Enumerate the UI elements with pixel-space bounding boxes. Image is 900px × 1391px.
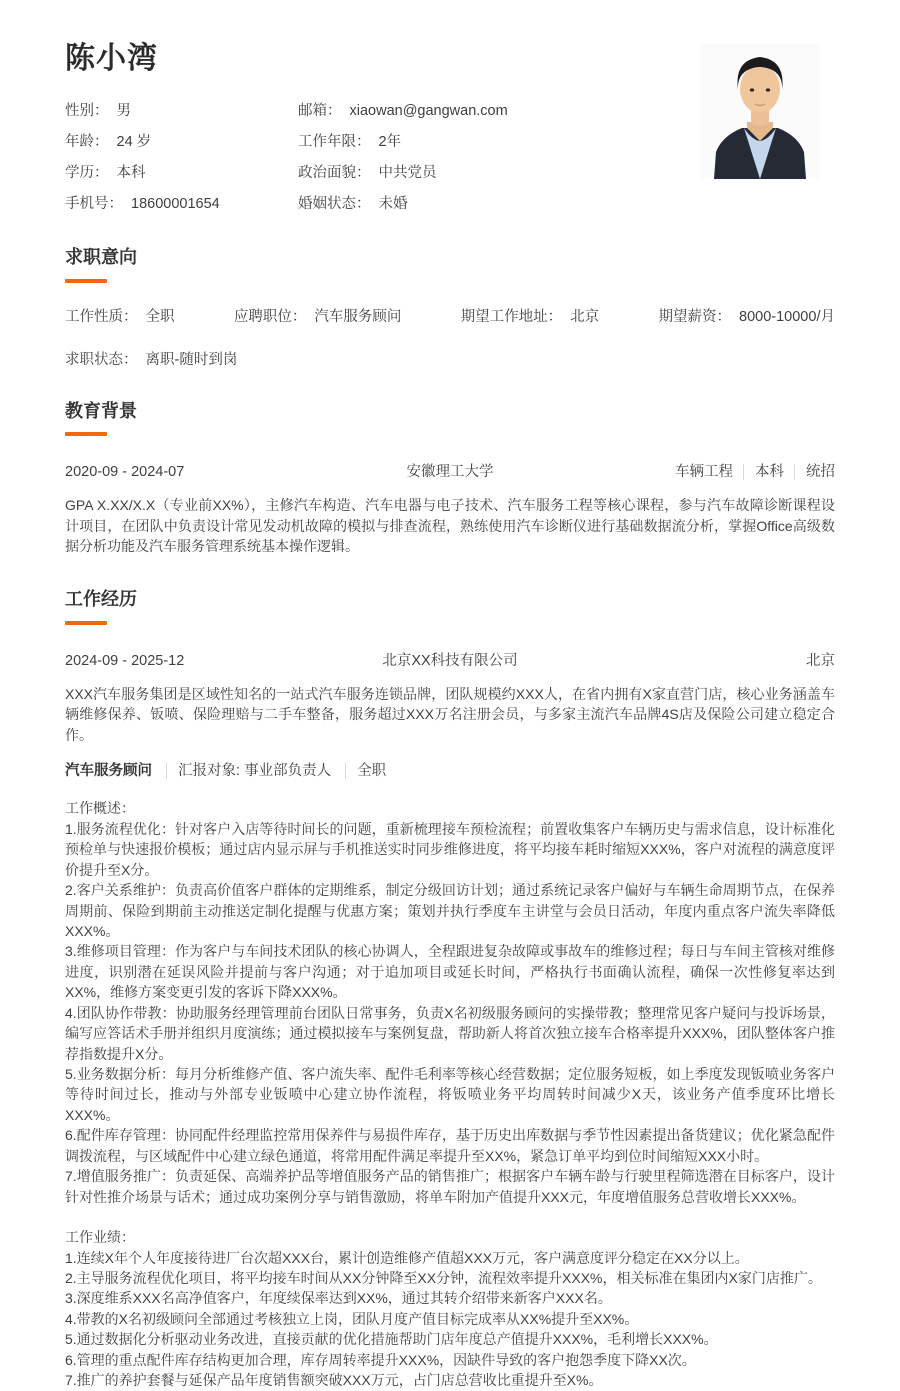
overview-item: 6.配件库存管理：协同配件经理监控常用保养件与易损件库存，基于历史出库数据与季节性因素提出备货建议；优化紧急配件调拨流程，与区域配件中心建立绿色通道，将常用配件满足率提升至XX%，紧急订单平均到位时间缩短XXX小时。 [65,1127,835,1164]
job-intention-row-1 [65,305,835,326]
company-intro: XXX汽车服务集团是区域性知名的一站式汽车服务连锁品牌，团队规模约XXX人，在省内拥有X家直营门店，核心业务涵盖车辆维修保养、钣喷、保险理赔与二手车整备，服务超过XXX万名注册会员，与多家主流汽车品牌4S店及保险公司建立稳定合作。 [65,685,835,743]
achievement-item: 1.连续X年个人年度接待进厂台次超XXX台，累计创造维修产值超XXX万元，客户满意度评分稳定在XX分以上。 [65,1249,749,1266]
personal-field-value: 18600001654 [131,196,220,213]
overview-item: 7.增值服务推广：负责延保、高端养护品等增值服务产品的销售推广；根据客户车辆车龄与行驶里程筛选潜在目标客户，设计针对性推介场景与话术；通过成功案例分享与销售激励，将单车附加产值提升XXX元，年度增值服务总营收增长XXX%。 [65,1168,835,1205]
intention-field-value: 离职-随时到岗 [145,351,238,368]
overview-item: 1.服务流程优化：针对客户入店等待时间长的问题，重新梳理接车预检流程；前置收集客户车辆历史与需求信息，设计标准化预检单与快速报价模板；通过店内显示屏与手机推送实时同步维修进度，将平均接车耗时缩短XXX%，客户对流程的满意度评价提升至X分。 [65,820,835,878]
achievement-item: 2.主导服务流程优化项目，将平均接车时间从XX分钟降至XX分钟，流程效率提升XXX%，相关标准在集团内X家门店推广。 [65,1269,822,1286]
intention-field-label: 求职状态： [65,351,138,368]
personal-field [298,101,700,122]
personal-field-label: 工作年限： [298,134,371,151]
education-period: 2020-09 - 2024-07 [65,464,185,481]
education-row [65,460,835,481]
achievement-item: 7.推广的养护套餐与延保产品年度销售额突破XXX万元，占门店总营收比重提升至X%。 [65,1372,603,1389]
personal-field-value: 未婚 [378,196,408,213]
personal-field [65,101,298,122]
personal-field-label: 婚姻状态： [298,196,371,213]
intention-field-value: 汽车服务顾问 [314,308,402,325]
header-left [65,40,700,215]
section-accent-bar [65,432,107,436]
intention-field [65,348,237,369]
personal-field-value: 本科 [116,165,146,182]
position-type: 全职 [345,763,386,779]
intention-field-label: 期望薪资： [658,308,732,325]
portrait-photo-graphic [700,44,820,179]
achievement-item: 5.通过数据化分析驱动业务改进，直接贡献的优化措施帮助门店年度总产值提升XXX%，毛利增长XXX%。 [65,1331,718,1348]
intention-field-label: 应聘职位： [233,308,307,325]
education-school: 安徽理工大学 [406,464,494,481]
personal-field [298,194,700,215]
intention-field-value: 北京 [570,308,600,325]
achievements-heading: 工作业绩： [65,1229,135,1246]
education-tag: 车辆工程 [675,464,733,481]
work-company: 北京XX科技有限公司 [382,652,518,669]
position-report-to: 汇报对象: 事业部负责人 [166,763,331,779]
intention-field [461,305,600,326]
section-title-work-experience: 工作经历 [65,588,137,609]
position-row [65,759,835,780]
education-tags [609,460,835,481]
intention-field-value: 全职 [145,308,175,325]
personal-field-value: 男 [116,103,131,119]
personal-field-label: 年龄： [65,134,109,151]
education-tag: 本科 [743,464,784,480]
intention-field [65,305,175,326]
intention-field-value: 8000-10000/月 [739,308,835,325]
resume-header [65,40,835,215]
intention-field [234,305,402,326]
section-job-intention [65,247,835,369]
achievement-item: 4.带教的X名初级顾问全部通过考核独立上岗，团队月度产值目标完成率从XX%提升至XX%。 [65,1310,639,1327]
job-intention-row-2 [65,348,835,369]
personal-field [65,163,298,184]
personal-field [65,194,298,215]
section-title-job-intention: 求职意向 [65,247,137,268]
intention-field [659,305,835,326]
work-achievements-block [65,1227,835,1391]
achievements-list [65,1248,835,1391]
personal-field-value: 2年 [378,134,402,151]
overview-list [65,819,835,1207]
section-accent-bar [65,279,107,283]
overview-item: 3.维修项目管理：作为客户与车间技术团队的核心协调人，全程跟进复杂故障或事故车的维修过程；每日与车间主管核对维修进度，识别潜在延误风险并提前与客户沟通；对于追加项目或延长时间，严格执行书面确认流程，确保一次性修复率达到XX%，维修方案变更引发的客诉下降XXX%。 [65,943,835,1001]
work-location: 北京 [806,652,835,669]
achievement-item: 6.管理的重点配件库存结构更加合理，库存周转率提升XXX%，因缺件导致的客户抱怨季度下降XX次。 [65,1351,696,1368]
intention-field-label: 工作性质： [65,308,138,325]
overview-item: 4.团队协作带教：协助服务经理管理前台团队日常事务，负责X名初级服务顾问的实操带教；整理常见客户疑问与投诉场景，编写应答话术手册并组织月度演练；通过模拟接车与案例复盘，帮助新人将首次独立接车合格率提升XXX%，团队整体客户推荐指数提升X分。 [65,1004,835,1062]
personal-field-value: 中共党员 [378,165,437,182]
personal-field [298,163,700,184]
personal-field-label: 性别： [65,103,109,119]
personal-info-grid [65,101,700,215]
work-company-row [65,649,835,670]
section-education [65,401,835,557]
personal-field-value: 24 岁 [116,134,152,151]
personal-field-label: 邮箱： [298,103,342,119]
personal-field-label: 手机号： [65,196,123,213]
section-title-education: 教育背景 [65,400,137,421]
achievement-item: 3.深度维系XXX名高净值客户，年度续保率达到XX%，通过其转介绍带来新客户XXX名。 [65,1290,612,1307]
education-tag: 统招 [794,464,835,480]
overview-item: 2.客户关系维护：负责高价值客户群体的定期维系，制定分级回访计划；通过系统记录客户偏好与车辆生命周期节点，在保养周期前、保险到期前主动推送定制化提醒与优惠方案；策划并执行季度车主讲堂与会员日活动，年度内重点客户流失率降低XXX%。 [65,882,835,939]
personal-field [65,132,298,153]
section-accent-bar [65,621,107,625]
intention-field-label: 期望工作地址： [460,308,563,325]
position-title: 汽车服务顾问 [65,763,152,780]
work-period: 2024-09 - 2025-12 [65,652,185,669]
profile-photo [700,44,820,179]
personal-field-label: 政治面貌： [298,165,371,182]
section-work-experience [65,589,835,1391]
personal-field-value: xiaowan@gangwan.com [349,103,508,119]
personal-field [298,132,700,153]
overview-item: 5.业务数据分析：每月分析维修产值、客户流失率、配件毛利率等核心经营数据；定位服务短板，如上季度发现钣喷业务客户等待时间过长，推动与外部专业钣喷中心建立协作流程，将钣喷业务平均周转时间减少X天，该业务产值季度环比增长XXX%。 [65,1066,835,1123]
overview-heading: 工作概述： [65,800,135,817]
education-description: GPA X.XX/X.X（专业前XX%），主修汽车构造、汽车电器与电子技术、汽车服务工程等核心课程，参与汽车故障诊断课程设计项目，在团队中负责设计常见发动机故障的模拟与排查流程，熟练使用汽车诊断仪进行基础数据流分析，掌握Office高级数据分析功能及汽车服务管理系统基本操作逻辑。 [65,497,835,555]
personal-field-label: 学历： [65,165,109,182]
work-overview-block [65,798,835,1207]
candidate-name: 陈小湾 [65,42,158,75]
